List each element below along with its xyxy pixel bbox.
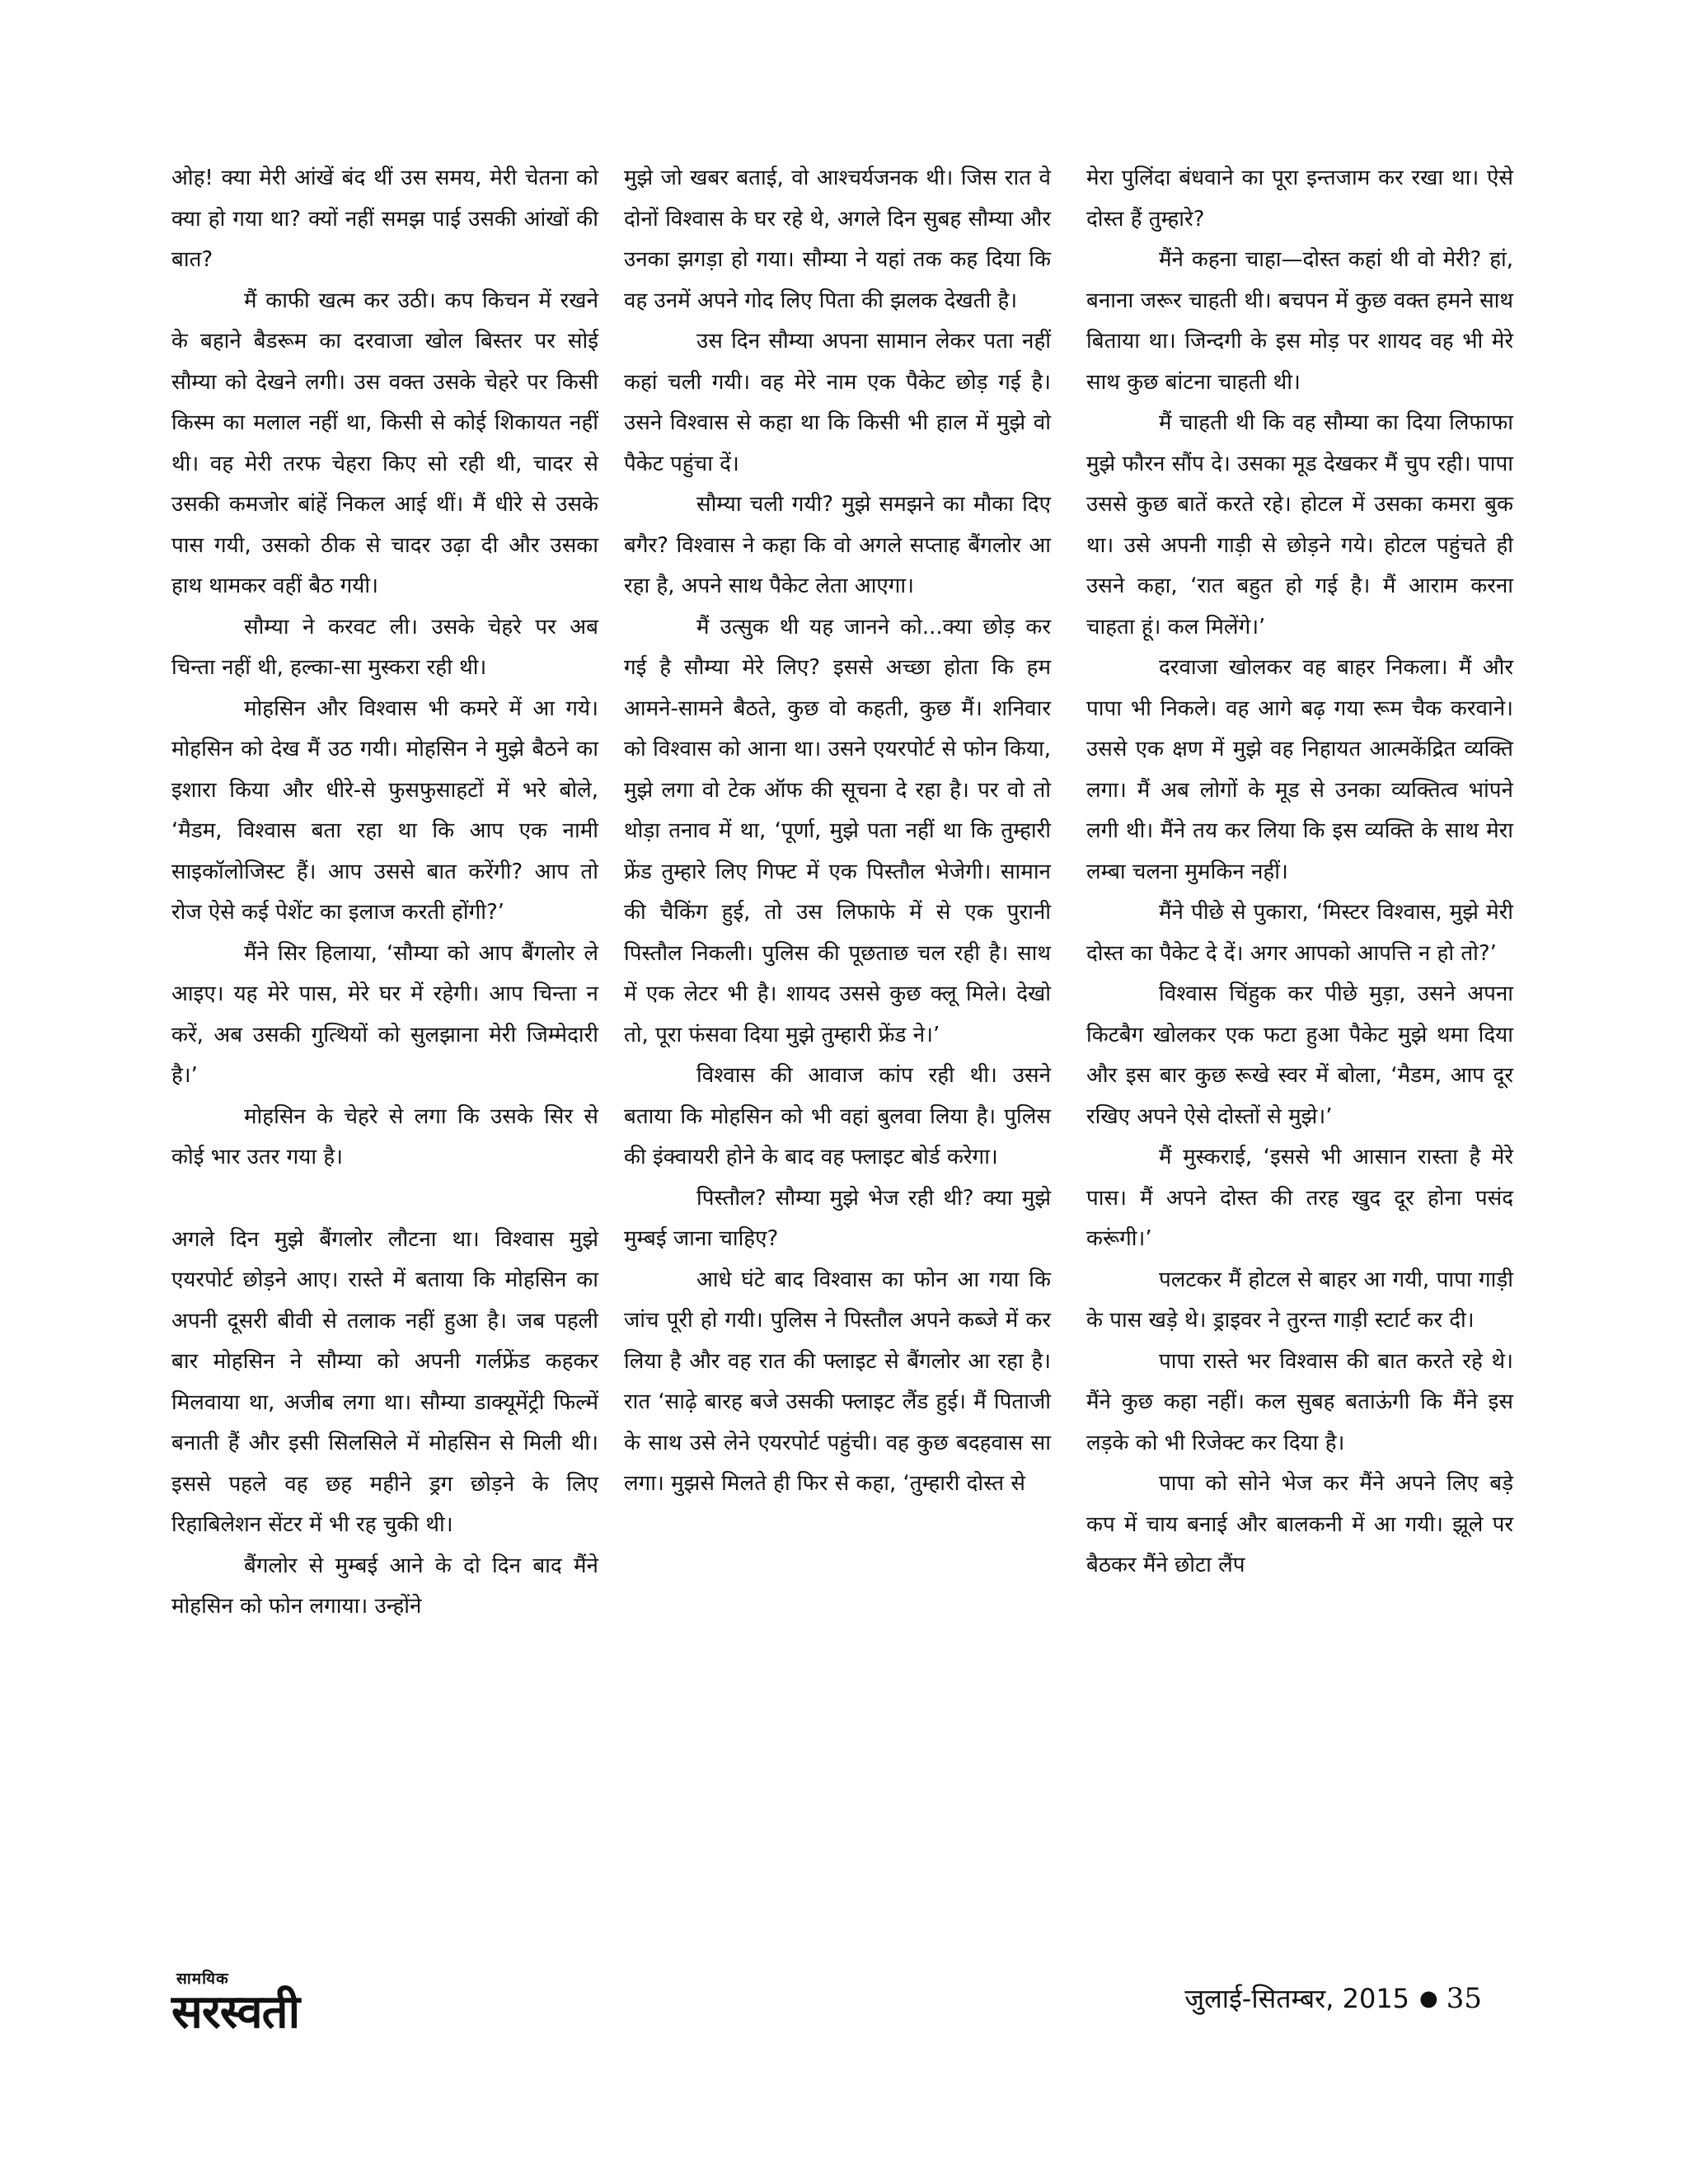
paragraph: मुझे जो खबर बताई, वो आश्चर्यजनक थी। जिस रात वे दोनों विश्वास के घर रहे थे, अगले दिन सुबह सौम्या और उनका झगड़ा हो गया। सौम्या ने यहां तक कह दिया कि वह उनमें अपने गोद लिए पिता की झलक देखती है।	[624, 166, 1051, 313]
paragraph: मैंने पीछे से पुकारा, ‘मिस्टर विश्वास, मुझे मेरी दोस्त का पैकेट दे दें। अगर आपको आपत्ति न हो तो?’	[1086, 900, 1513, 966]
bullet-icon: ●	[1419, 1986, 1438, 2011]
paragraph: मैं मुस्कराई, ‘इससे भी आसान रास्ता है मेरे पास। मैं अपने दोस्त की तरह खुद दूर होना पसंद करूंगी।’	[1086, 1145, 1513, 1251]
paragraph: सौम्या ने करवट ली। उसके चेहरे पर अब चिन्ता नहीं थी, हल्का-सा मुस्करा रही थी।	[171, 614, 598, 680]
text-column-3	[1086, 158, 1513, 1586]
logo-title: सरस्वती	[171, 1985, 300, 2039]
paragraph: मैंने कहना चाहा—दोस्त कहां थी वो मेरी? हां, बनाना जरूर चाहती थी। बचपन में कुछ वक्त हमने साथ बिताया था। जिन्दगी के इस मोड़ पर शायद वह भी मेरे साथ कुछ बांटना चाहती थी।	[1086, 247, 1513, 395]
magazine-logo	[171, 1970, 299, 2037]
paragraph: मोहसिन के चेहरे से लगा कि उसके सिर से कोई भार उतर गया है।	[171, 1104, 598, 1169]
paragraph: विश्वास चिंहुक कर पीछे मुड़ा, उसने अपना किटबैग खोलकर एक फटा हुआ पैकेट मुझे थमा दिया और इस बार कुछ रूखे स्वर में बोला, ‘मैडम, आप दूर रखिए अपने ऐसे दोस्तों से मुझे।’	[1086, 982, 1513, 1129]
page-footer	[1184, 1980, 1482, 2016]
paragraph: पापा को सोने भेज कर मैंने अपने लिए बड़े कप में चाय बनाई और बालकनी में आ गयी। झूले पर बैठकर मैंने छोटा लैंप	[1086, 1471, 1513, 1577]
paragraph: मैं काफी खत्म कर उठी। कप किचन में रखने के बहाने बैडरूम का दरवाजा खोल बिस्तर पर सोई सौम्या को देखने लगी। उस वक्त उसके चेहरे पर किसी किस्म का मलाल नहीं था, किसी से कोई शिकायत नहीं थी। वह मेरी तरफ चेहरा किए सो रही थी, चादर से उसकी कमजोर बांहें निकल आई थीं। मैं धीरे से उसके पास गयी, उसको ठीक से चादर उढ़ा दी और उसका हाथ थामकर वहीं बैठ गयी।	[171, 288, 598, 598]
paragraph: पिस्तौल? सौम्या मुझे भेज रही थी? क्या मुझे मुम्बई जाना चाहिए?	[624, 1185, 1051, 1251]
paragraph: उस दिन सौम्या अपना सामान लेकर पता नहीं कहां चली गयी। वह मेरे नाम एक पैकेट छोड़ गई है। उसने विश्वास से कहा था कि किसी भी हाल में मुझे वो पैकेट पहुंचा दें।	[624, 329, 1051, 476]
text-column-1	[171, 158, 598, 1628]
paragraph: दरवाजा खोलकर वह बाहर निकला। मैं और पापा भी निकले। वह आगे बढ़ गया रूम चैक करवाने। उससे एक क्षण में मुझे वह निहायत आत्मकेंद्रित व्यक्ति लगा। मैं अब लोगों के मूड से उनका व्यक्तित्व भांपने लगी थी। मैंने तय कर लिया कि इस व्यक्ति के साथ मेरा लम्बा चलना मुमकिन नहीं।	[1086, 655, 1513, 884]
paragraph: मोहसिन और विश्वास भी कमरे में आ गये। मोहसिन को देख मैं उठ गयी। मोहसिन ने मुझे बैठने का इशारा किया और धीरे-से फुसफुसाहटों में भरे बोले, ‘मैडम, विश्वास बता रहा था कि आप एक नामी साइकॉलोजिस्ट हैं। आप उससे बात करेंगी? आप तो रोज ऐसे कई पेशेंट का इलाज करती होंगी?’	[171, 696, 598, 925]
paragraph: आधे घंटे बाद विश्वास का फोन आ गया कि जांच पूरी हो गयी। पुलिस ने पिस्तौल अपने कब्जे में कर लिया है और वह रात की फ्लाइट से बैंगलोर आ रहा है। रात ‘साढ़े बारह बजे उसकी फ्लाइट लैंड हुई। मैं पिताजी के साथ उसे लेने एयरपोर्ट पहुंची। वह कुछ बदहवास सा लगा। मुझसे मिलते ही फिर से कहा, ‘तुम्हारी दोस्त से	[624, 1267, 1051, 1496]
paragraph: पापा रास्ते भर विश्वास की बात करते रहे थे। मैंने कुछ कहा नहीं। कल सुबह बताऊंगी कि मैंने इस लड़के को भी रिजेक्ट कर दिया है।	[1086, 1348, 1513, 1455]
issue-date: जुलाई-सितम्बर, 2015	[1184, 1983, 1410, 2014]
paragraph: अगले दिन मुझे बैंगलोर लौटना था। विश्वास मुझे एयरपोर्ट छोड़ने आए। रास्ते में बताया कि मोहसिन का अपनी दूसरी बीवी से तलाक नहीं हुआ है। जब पहली बार मोहसिन ने सौम्या को अपनी गर्लफ्रेंड कहकर मिलवाया था, अजीब लगा था। सौम्या डाक्यूमेंट्री फिल्में बनाती हैं और इसी सिलसिले में मोहसिन से मिली थी। इससे पहले वह छह महीने ड्रग छोड़ने के लिए रिहाबिलेशन सेंटर में भी रह चुकी थी।	[171, 1226, 598, 1537]
paragraph: बैंगलोर से मुम्बई आने के दो दिन बाद मैंने मोहसिन को फोन लगाया। उन्होंने	[171, 1553, 598, 1619]
paragraph: मैंने सिर हिलाया, ‘सौम्या को आप बैंगलोर ले आइए। यह मेरे पास, मेरे घर में रहेगी। आप चिन्ता न करें, अब उसकी गुत्थियों को सुलझाना मेरी जिम्मेदारी है।’	[171, 940, 598, 1088]
paragraph: सौम्या चली गयी? मुझे समझने का मौका दिए बगैर? विश्वास ने कहा कि वो अगले सप्ताह बैंगलोर आ रहा है, अपने साथ पैकेट लेता आएगा।	[624, 492, 1051, 598]
page-number: 35	[1446, 1982, 1482, 2015]
text-column-2	[624, 158, 1051, 1505]
paragraph: मैं चाहती थी कि वह सौम्या का दिया लिफाफा मुझे फौरन सौंप दे। उसका मूड देखकर मैं चुप रही। पापा उससे कुछ बातें करते रहे। होटल में उसका कमरा बुक था। उसे अपनी गाड़ी से छोड़ने गये। होटल पहुंचते ही उसने कहा, ‘रात बहुत हो गई है। मैं आराम करना चाहता हूं। कल मिलेंगे।’	[1086, 410, 1513, 640]
paragraph: मेरा पुलिंदा बंधवाने का पूरा इन्तजाम कर रखा था। ऐसे दोस्त हैं तुम्हारे?	[1086, 166, 1513, 232]
paragraph: मैं उत्सुक थी यह जानने को...क्या छोड़ कर गई है सौम्या मेरे लिए? इससे अच्छा होता कि हम आमने-सामने बैठते, कुछ वो कहती, कुछ मैं। शनिवार को विश्वास को आना था। उसने एयरपोर्ट से फोन किया, मुझे लगा वो टेक ऑफ की सूचना दे रहा है। पर वो तो थोड़ा तनाव में था, ‘पूर्णा, मुझे पता नहीं था कि तुम्हारी फ्रेंड तुम्हारे लिए गिफ्ट में एक पिस्तौल भेजेगी। सामान की चैकिंग हुई, तो उस लिफाफे में से एक पुरानी पिस्तौल निकली। पुलिस की पूछताछ चल रही है। साथ में एक लेटर भी है। शायद उससे कुछ क्लू मिले। देखो तो, पूरा फंसवा दिया मुझे तुम्हारी फ्रेंड ने।’	[624, 614, 1051, 1047]
paragraph: विश्वास की आवाज कांप रही थी। उसने बताया कि मोहसिन को भी वहां बुलवा लिया है। पुलिस की इंक्वायरी होने के बाद वह फ्लाइट बोर्ड करेगा।	[624, 1063, 1051, 1169]
paragraph: ओह! क्या मेरी आंखें बंद थीं उस समय, मेरी चेतना को क्या हो गया था? क्यों नहीं समझ पाई उसकी आंखों की बात?	[171, 166, 598, 272]
paragraph: पलटकर मैं होटल से बाहर आ गयी, पापा गाड़ी के पास खड़े थे। ड्राइवर ने तुरन्त गाड़ी स्टार्ट कर दी।	[1086, 1267, 1513, 1333]
logo-tagline: सामयिक	[176, 1970, 229, 1988]
